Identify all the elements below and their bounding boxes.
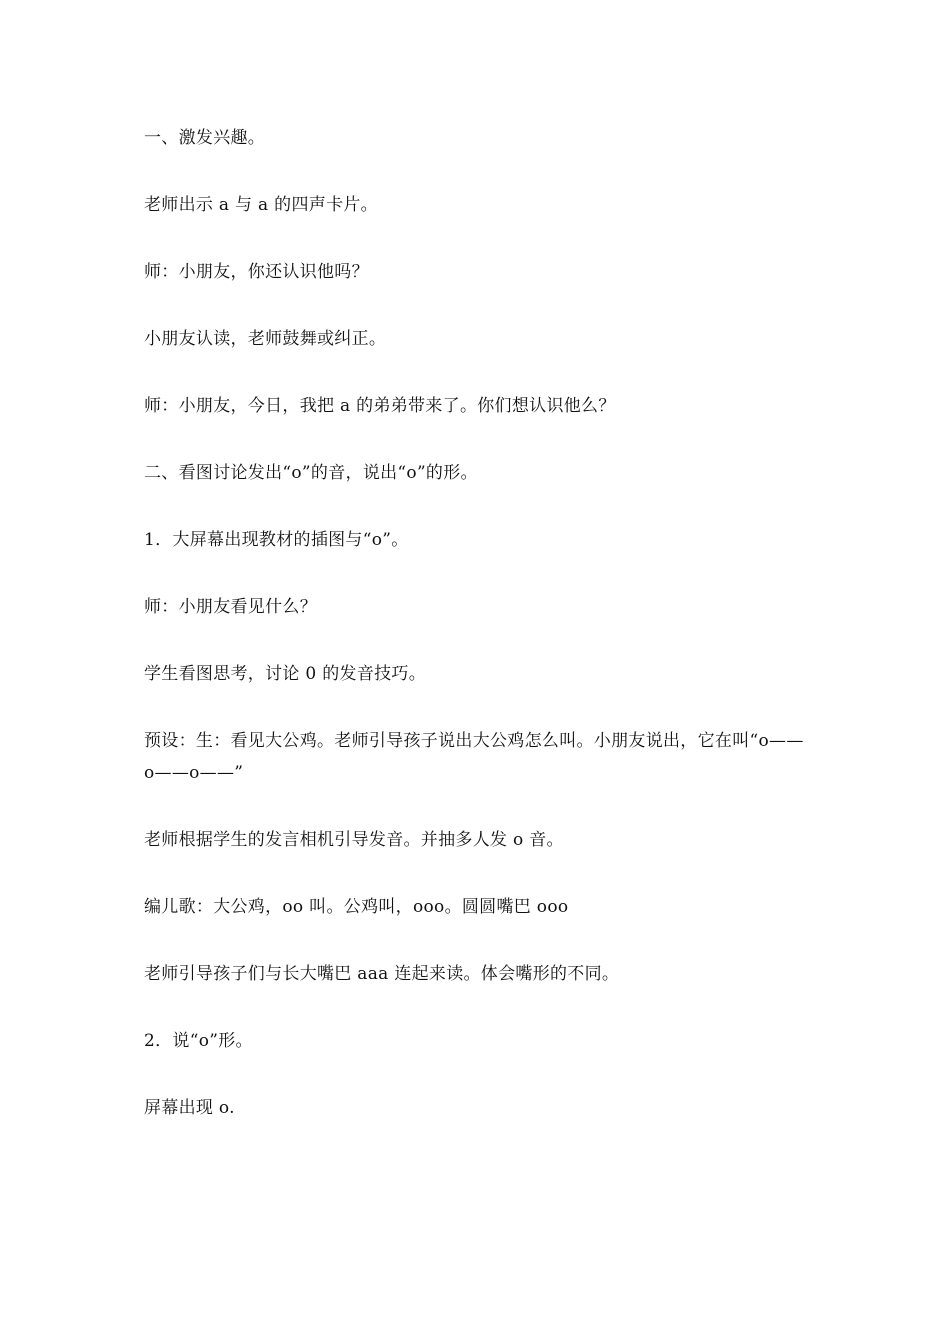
list-item-2: 2．说“o”形。 xyxy=(144,1031,253,1051)
paragraph: 屏幕出现 o. xyxy=(144,1098,235,1118)
paragraph: 学生看图思考，讨论 0 的发音技巧。 xyxy=(144,664,427,684)
paragraph: 师：小朋友看见什么？ xyxy=(144,597,317,617)
heading-stimulate-interest: 一、激发兴趣。 xyxy=(144,128,266,148)
paragraph: 老师出示 a 与 a 的四声卡片。 xyxy=(144,195,378,215)
document-body xyxy=(144,122,804,1124)
paragraph: 小朋友认读，老师鼓舞或纠正。 xyxy=(144,329,387,349)
paragraph: 师：小朋友，你还认识他吗？ xyxy=(144,262,369,282)
paragraph: 老师根据学生的发言相机引导发音。并抽多人发 o 音。 xyxy=(144,830,564,850)
paragraph: 师：小朋友，今日，我把 a 的弟弟带来了。你们想认识他么？ xyxy=(144,396,616,416)
paragraph: 老师引导孩子们与长大嘴巴 aaa 连起来读。体会嘴形的不同。 xyxy=(144,964,620,984)
list-item-1: 1．大屏幕出现教材的插图与“o”。 xyxy=(144,530,409,550)
heading-discussion: 二、看图讨论发出“o”的音，说出“o”的形。 xyxy=(144,463,478,483)
paragraph: 预设：生：看见大公鸡。老师引导孩子说出大公鸡怎么叫。小朋友说出，它在叫“o——o——o——” xyxy=(144,731,804,783)
paragraph: 编儿歌：大公鸡，oo 叫。公鸡叫，ooo。圆圆嘴巴 ooo xyxy=(144,897,569,917)
